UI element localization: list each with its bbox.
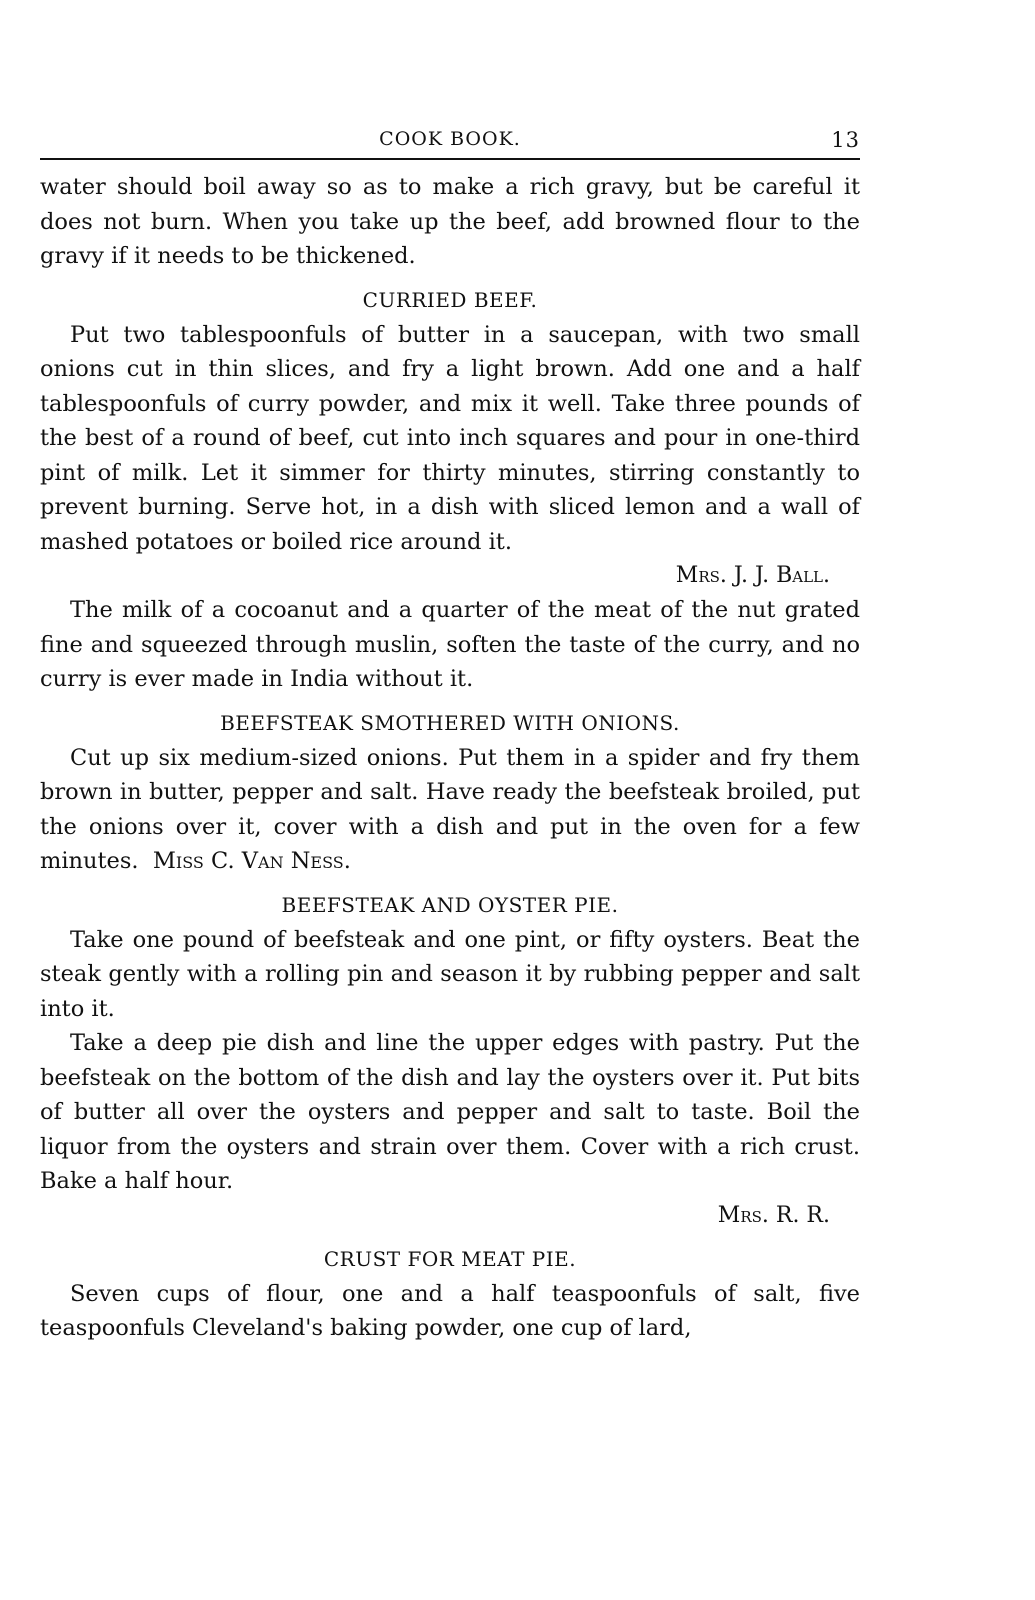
recipe-title: CURRIED BEEF. [362, 287, 538, 312]
recipe-crust-meat-pie [40, 1243, 860, 1346]
recipe-title: BEEFSTEAK SMOTHERED WITH ONIONS. [220, 710, 680, 735]
recipe-paragraph: Seven cups of flour, one and a half teaspoonfuls of salt, five teaspoonfuls Cleveland's baking powder, one cup of lard, [40, 1280, 860, 1341]
recipe-paragraph: Take a deep pie dish and line the upper edges with pastry. Put the beefsteak on the bottom of the dish and lay the oysters over it. Put bits of butter all over the oysters and pepper and salt to taste. Boil the liquor from the oysters and strain over them. Cover with a rich crust. Bake a half hour. [40, 1030, 860, 1194]
recipe-paragraph [40, 741, 860, 879]
running-title: COOK BOOK. [379, 128, 521, 150]
recipe-beefsteak-onions [40, 707, 860, 879]
running-header [40, 124, 860, 158]
recipe-beefsteak-oyster-pie [40, 889, 860, 1233]
recipe-paragraph-text: Cut up six medium-sized onions. Put them in a spider and fry them brown in butter, pepper and salt. Have ready the beefsteak broiled, put the onions over it, cover with a dish and put in the oven for a few minutes. [40, 744, 860, 874]
recipe-paragraph: Put two tablespoonfuls of butter in a saucepan, with two small onions cut in thin slices, and fry a light brown. Add one and a half tablespoonfuls of curry powder, and mix it well. Take three pounds of the best of a round of beef, cut into inch squares and pour in one-third pint of milk. Let it simmer for thirty minutes, stirring constantly to prevent burning. Serve hot, in a dish with sliced lemon and a wall of mashed potatoes or boiled rice around it. [40, 321, 860, 555]
recipe-paragraph: Take one pound of beefsteak and one pint, or fifty oysters. Beat the steak gently with a rolling pin and season it by rubbing pepper and salt into it. [40, 926, 860, 1022]
book-page [40, 124, 860, 1346]
header-rule [40, 158, 860, 160]
recipe-curried-beef [40, 284, 860, 697]
recipe-note: The milk of a cocoanut and a quarter of the meat of the nut grated fine and squeezed through muslin, soften the taste of the curry, and no curry is ever made in India without it. [40, 597, 860, 692]
recipe-title: BEEFSTEAK AND OYSTER PIE. [281, 892, 619, 917]
page-number: 13 [831, 128, 860, 152]
continued-paragraph: water should boil away so as to make a rich gravy, but be careful it does not burn. When you take up the beef, add browned flour to the gravy if it needs to be thickened. [40, 174, 860, 269]
recipe-signature: Mrs. R. R. [717, 1202, 830, 1228]
recipe-title: CRUST FOR MEAT PIE. [323, 1246, 577, 1271]
recipe-signature: Mrs. J. J. Ball. [675, 563, 830, 588]
recipe-signature: Miss C. Van Ness. [152, 848, 351, 874]
